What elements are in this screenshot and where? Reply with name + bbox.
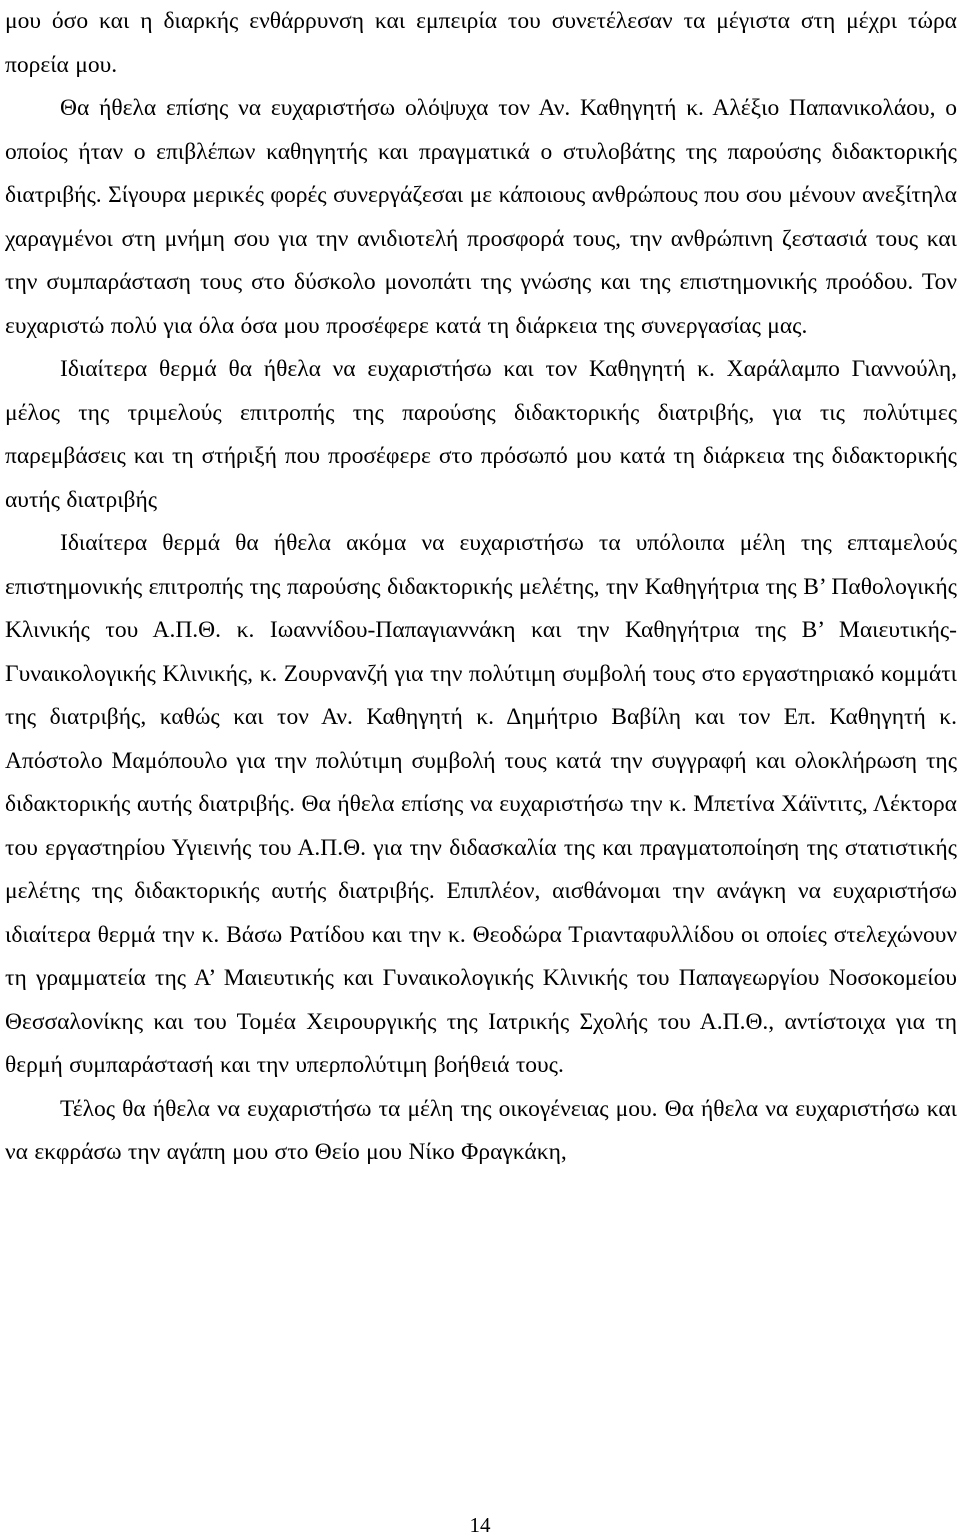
paragraph-family-thanks: Τέλος θα ήθελα να ευχαριστήσω τα μέλη της οικογένειας μου. Θα ήθελα να ευχαριστήσω και να εκφράσω την αγάπη μου στο Θείο μου Νίκο Φραγκάκη, (5, 1095, 957, 1165)
paragraph-supervisor-thanks: Θα ήθελα επίσης να ευχαριστήσω ολόψυχα τον Αν. Καθηγητή κ. Αλέξιο Παπανικολάου, ο οποίος ήταν ο επιβλέπων καθηγητής και πραγματικά ο στυλοβάτης της παρούσης διδακτορικής διατριβής. Σίγουρα μερικές φορές συνεργάζεσαι με κάποιους ανθρώπους που σου μένουν ανεξίτηλα χαραγμένοι στη μνήμη σου για την ανιδιοτελή προσφορά τους, την ανθρώπινη ζεστασιά τους και την συμπαράσταση τους στο δύσκολο μονοπάτι της γνώσης και της επιστημονικής προόδου. Τον ευχαριστώ πολύ για όλα όσα μου προσέφερε κατά τη διάρκεια της συνεργασίας μας. (5, 95, 957, 339)
paragraph-committee-thanks: Ιδιαίτερα θερμά θα ήθελα ακόμα να ευχαριστήσω τα υπόλοιπα μέλη της επταμελούς επιστημονικής επιτροπής της παρούσης διδακτορικής μελέτης, την Καθηγήτρια της Β’ Παθολογικής Κλινικής του Α.Π.Θ. κ. Ιωαννίδου-Παπαγιαννάκη και την Καθηγήτρια της Β’ Μαιευτικής-Γυναικολογικής Κλινικής, κ. Ζουρνανζή για την πολύτιμη συμβολή τους στο εργαστηριακό κομμάτι της διατριβής, καθώς και τον Αν. Καθηγητή κ. Δημήτριο Βαβίλη και τον Επ. Καθηγητή κ. Απόστολο Μαμόπουλο για την πολύτιμη συμβολή τους κατά την συγγραφή και ολοκλήρωση της διδακτορικής αυτής διατριβής. Θα ήθελα επίσης να ευχαριστήσω την κ. Μπετίνα Χάϊντιτς, Λέκτορα του εργαστηρίου Υγιεινής του Α.Π.Θ. για την διδασκαλία της και πραγματοποίηση της στατιστικής μελέτης της διδακτορικής αυτής διατριβής. Επιπλέον, αισθάνομαι την ανάγκη να ευχαριστήσω ιδιαίτερα θερμά την κ. Βάσω Ρατίδου και την κ. Θεοδώρα Τριανταφυλλίδου οι οποίες στελεχώνουν τη γραμματεία της Α’ Μαιευτικής και Γυναικολογικής Κλινικής του Παπαγεωργίου Νοσοκομείου Θεσσαλονίκης και του Τομέα Χειρουργικής της Ιατρικής Σχολής του Α.Π.Θ., αντίστοιχα για τη θερμή συμπαράστασή και την υπερπολύτιμη βοήθειά τους. (5, 530, 957, 1078)
text-body (5, 0, 957, 1175)
page-number: 14 (469, 1513, 491, 1537)
paragraph-committee-member-thanks: Ιδιαίτερα θερμά θα ήθελα να ευχαριστήσω και τον Καθηγητή κ. Χαράλαμπο Γιαννούλη, μέλος της τριμελούς επιτροπής της παρούσης διδακτορικής διατριβής, για τις πολύτιμες παρεμβάσεις και τη στήριξή που προσέφερε στο πρόσωπό μου κατά τη διάρκεια της διδακτορικής αυτής διατριβής (5, 356, 957, 513)
paragraph-continuation: μου όσο και η διαρκής ενθάρρυνση και εμπειρία του συνετέλεσαν τα μέγιστα στη μέχρι τώρα πορεία μου. (5, 8, 957, 78)
